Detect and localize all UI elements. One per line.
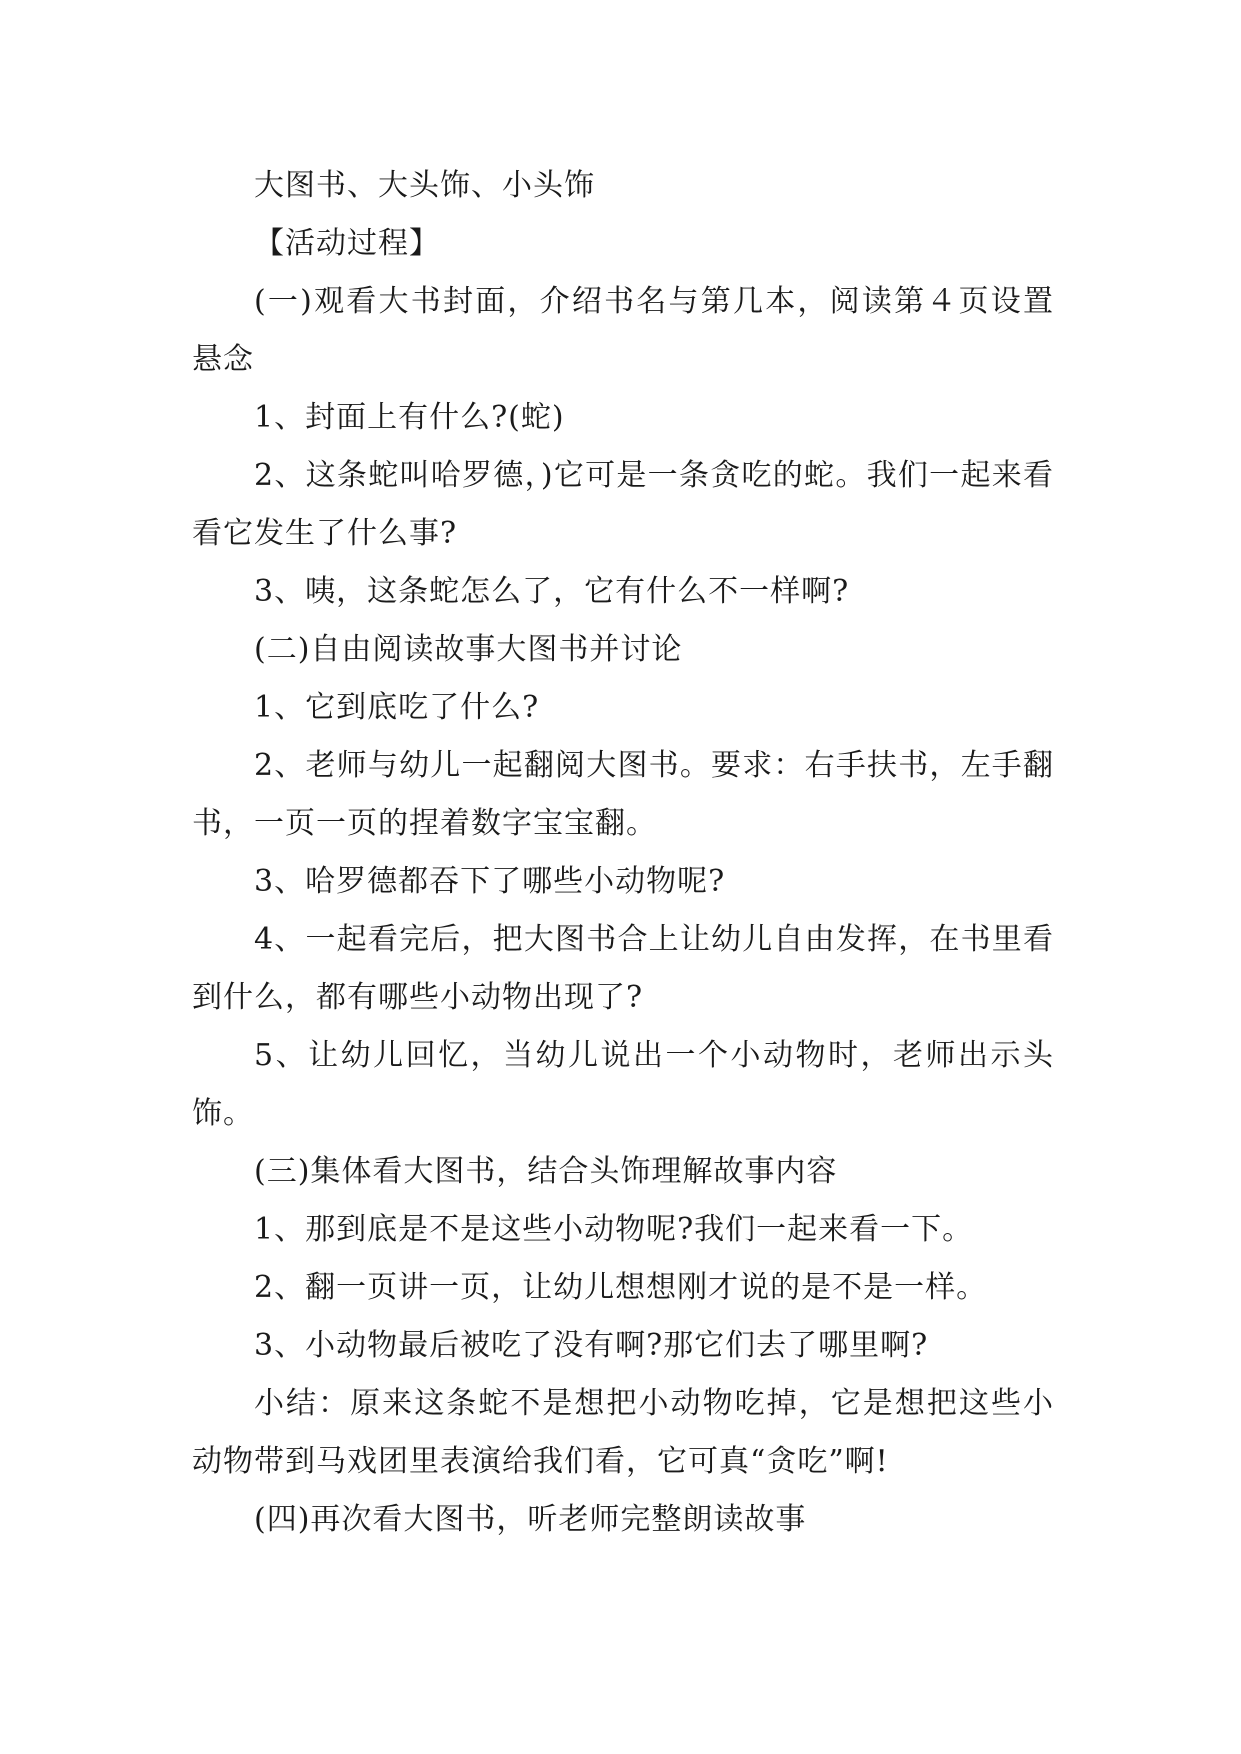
document-body: [192, 157, 1054, 1549]
list-item: 5、让幼儿回忆，当幼儿说出一个小动物时，老师出示头饰。: [192, 1038, 1054, 1131]
step-heading-4: (四)再次看大图书，听老师完整朗读故事: [254, 1502, 807, 1537]
list-item: 2、这条蛇叫哈罗德，)它可是一条贪吃的蛇。我们一起来看看它发生了什么事?: [192, 458, 1054, 551]
step-heading-3: (三)集体看大图书，结合头饰理解故事内容: [254, 1154, 838, 1189]
paragraph-materials: 大图书、大头饰、小头饰: [254, 168, 595, 203]
list-item: 2、翻一页讲一页，让幼儿想想刚才说的是不是一样。: [254, 1270, 988, 1305]
summary-paragraph: 小结：原来这条蛇不是想把小动物吃掉，它是想把这些小动物带到马戏团里表演给我们看，它可真“贪吃”啊!: [192, 1386, 1054, 1479]
list-item: 1、它到底吃了什么?: [254, 690, 540, 725]
step-heading-2: (二)自由阅读故事大图书并讨论: [254, 632, 683, 667]
list-item: 3、哈罗德都吞下了哪些小动物呢?: [254, 864, 726, 899]
list-item: 3、小动物最后被吃了没有啊?那它们去了哪里啊?: [254, 1328, 929, 1363]
list-item: 1、封面上有什么?(蛇): [254, 400, 565, 435]
step-heading-1: (一)观看大书封面，介绍书名与第几本，阅读第４页设置悬念: [192, 284, 1054, 377]
list-item: 4、一起看完后，把大图书合上让幼儿自由发挥，在书里看到什么，都有哪些小动物出现了?: [192, 922, 1054, 1015]
list-item: 3、咦，这条蛇怎么了，它有什么不一样啊?: [254, 574, 850, 609]
section-heading-activity-process: 【活动过程】: [254, 226, 440, 261]
list-item: 1、那到底是不是这些小动物呢?我们一起来看一下。: [254, 1212, 974, 1247]
list-item: 2、老师与幼儿一起翻阅大图书。要求：右手扶书，左手翻书，一页一页的捏着数字宝宝翻。: [192, 748, 1054, 841]
